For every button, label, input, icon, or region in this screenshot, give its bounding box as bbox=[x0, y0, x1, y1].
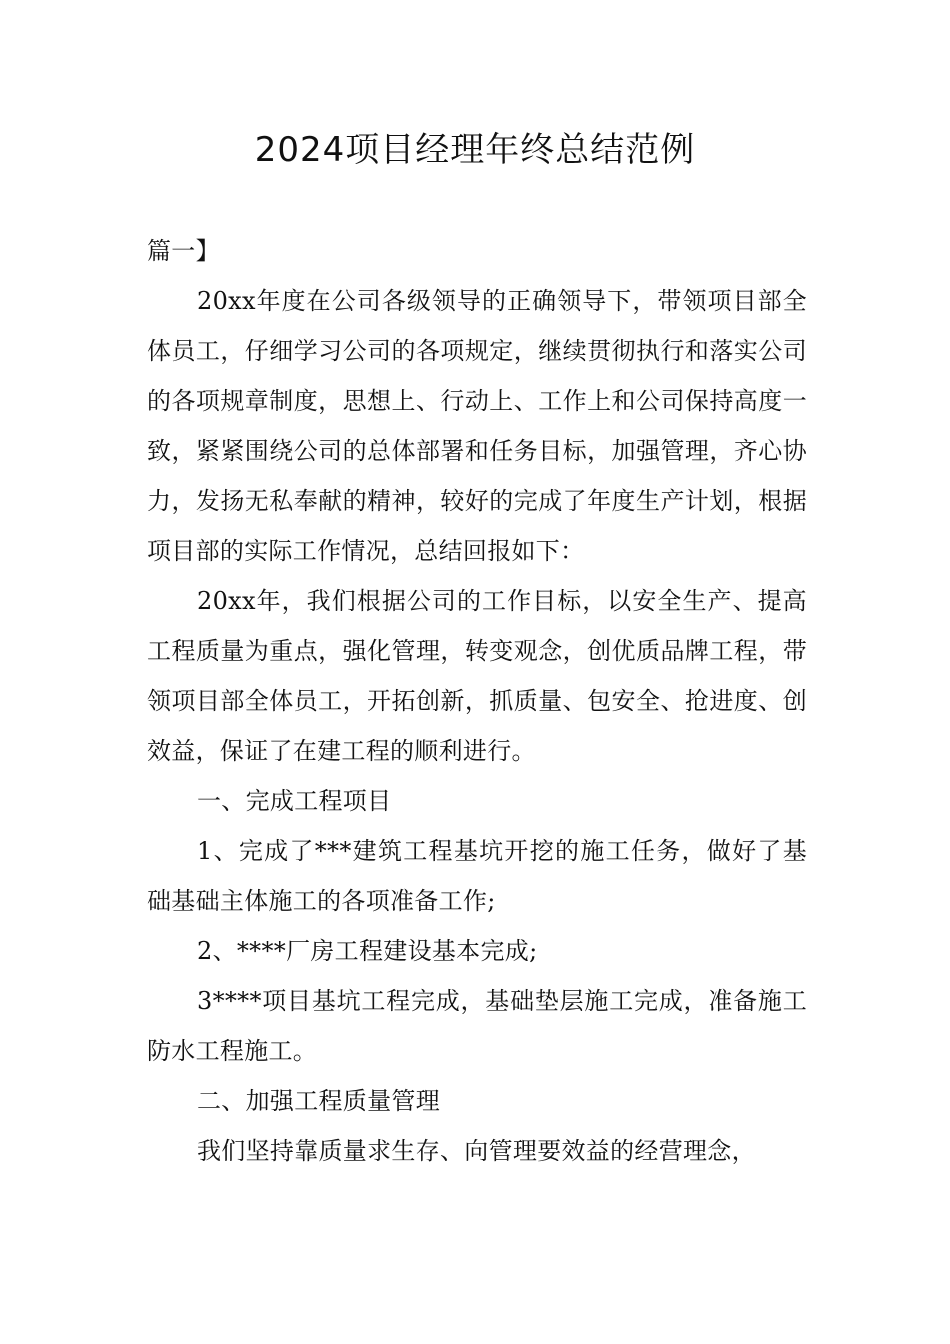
section-heading: 二、加强工程质量管理 bbox=[197, 1087, 440, 1115]
list-item: 1、完成了***建筑工程基坑开挖的施工任务，做好了基础基础主体施工的各项准备工作; bbox=[147, 837, 807, 915]
document-body bbox=[147, 226, 807, 1176]
list-item: 3****项目基坑工程完成，基础垫层施工完成，准备施工防水工程施工。 bbox=[147, 987, 807, 1065]
document-title: 2024项目经理年终总结范例 bbox=[254, 130, 696, 170]
section-label: 篇一】 bbox=[147, 237, 220, 265]
paragraph: 我们坚持靠质量求生存、向管理要效益的经营理念， bbox=[197, 1137, 756, 1165]
list-item: 2、****厂房工程建设基本完成; bbox=[197, 937, 538, 965]
paragraph: 20xx年度在公司各级领导的正确领导下，带领项目部全体员工，仔细学习公司的各项规定，继续贯彻执行和落实公司的各项规章制度，思想上、行动上、工作上和公司保持高度一致，紧紧围绕公司的总体部署和任务目标，加强管理，齐心协力，发扬无私奉献的精神，较好的完成了年度生产计划，根据项目部的实际工作情况，总结回报如下： bbox=[147, 287, 807, 565]
paragraph: 20xx年，我们根据公司的工作目标，以安全生产、提高工程质量为重点，强化管理，转变观念，创优质品牌工程，带领项目部全体员工，开拓创新，抓质量、包安全、抢进度、创效益，保证了在建工程的顺利进行。 bbox=[147, 587, 807, 765]
section-heading: 一、完成工程项目 bbox=[197, 787, 392, 815]
